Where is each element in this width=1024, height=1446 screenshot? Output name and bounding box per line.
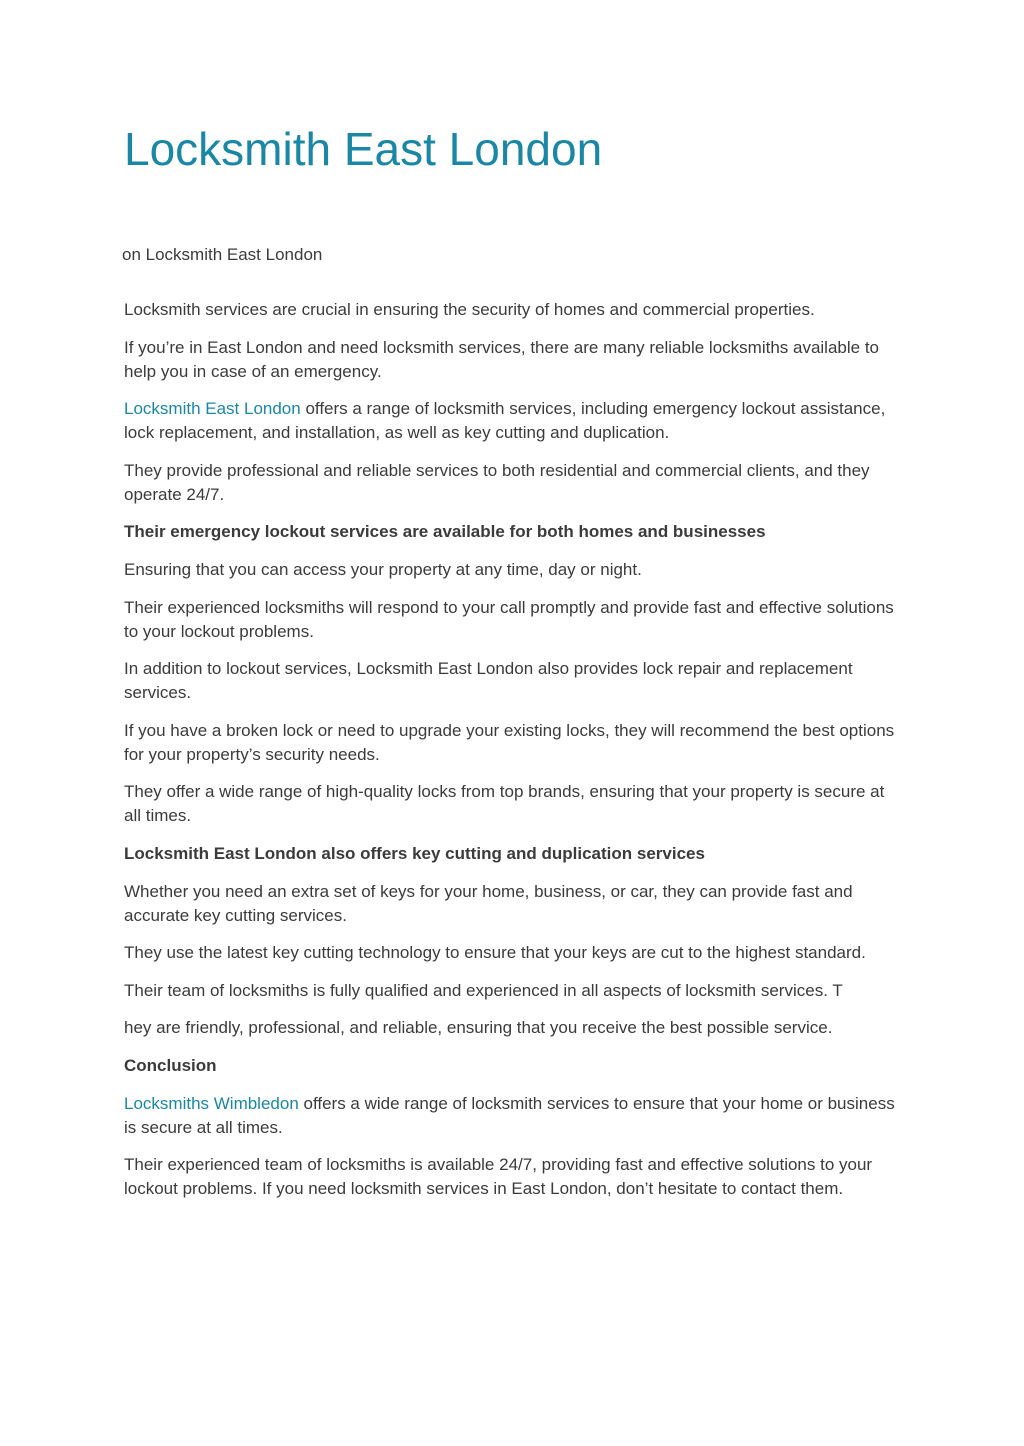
paragraph: They offer a wide range of high-quality locks from top brands, ensuring that your property is secure at all times. [124,782,885,826]
page-title: Locksmith East London [124,123,603,175]
paragraph: If you’re in East London and need locksmith services, there are many reliable locksmiths available to help you in case of an emergency. [124,337,879,381]
paragraph: They provide professional and reliable services to both residential and commercial clients, and they operate 24/7. [124,460,870,504]
paragraph: Locksmiths Wimbledon offers a wide range of locksmith services to ensure that your home or business is secure at all times. [124,1093,895,1137]
article-body [124,298,904,1215]
section-heading: Their emergency lockout services are available for both homes and businesses [124,522,766,542]
paragraph: Locksmith East London offers a range of locksmith services, including emergency lockout assistance, lock replacement, and installation, as well as key cutting and duplication. [124,399,886,443]
paragraph: Whether you need an extra set of keys for your home, business, or car, they can provide fast and accurate key cutting services. [124,881,853,925]
paragraph: hey are friendly, professional, and reliable, ensuring that you receive the best possible service. [124,1018,833,1038]
section-heading: Conclusion [124,1055,217,1075]
paragraph: Their experienced team of locksmiths is available 24/7, providing fast and effective solutions to your lockout problems. If you need locksmith services in East London, don’t hesitate to contact them. [124,1155,873,1199]
paragraph: Their experienced locksmiths will respond to your call promptly and provide fast and effective solutions to your lockout problems. [124,597,894,641]
link-locksmith-east-london[interactable]: Locksmith East London [124,399,301,419]
link-locksmiths-wimbledon[interactable]: Locksmiths Wimbledon [124,1093,299,1113]
paragraph: If you have a broken lock or need to upgrade your existing locks, they will recommend the best options for your property’s security needs. [124,720,895,764]
paragraph: Their team of locksmiths is fully qualified and experienced in all aspects of locksmith services. T [124,980,843,1000]
paragraph: They use the latest key cutting technology to ensure that your keys are cut to the highest standard. [124,943,866,963]
section-heading: Locksmith East London also offers key cutting and duplication services [124,843,705,863]
byline: on Locksmith East London [122,245,323,264]
paragraph: In addition to lockout services, Locksmith East London also provides lock repair and replacement services. [124,659,853,703]
paragraph: Ensuring that you can access your property at any time, day or night. [124,559,642,579]
paragraph: Locksmith services are crucial in ensuring the security of homes and commercial properties. [124,300,815,319]
